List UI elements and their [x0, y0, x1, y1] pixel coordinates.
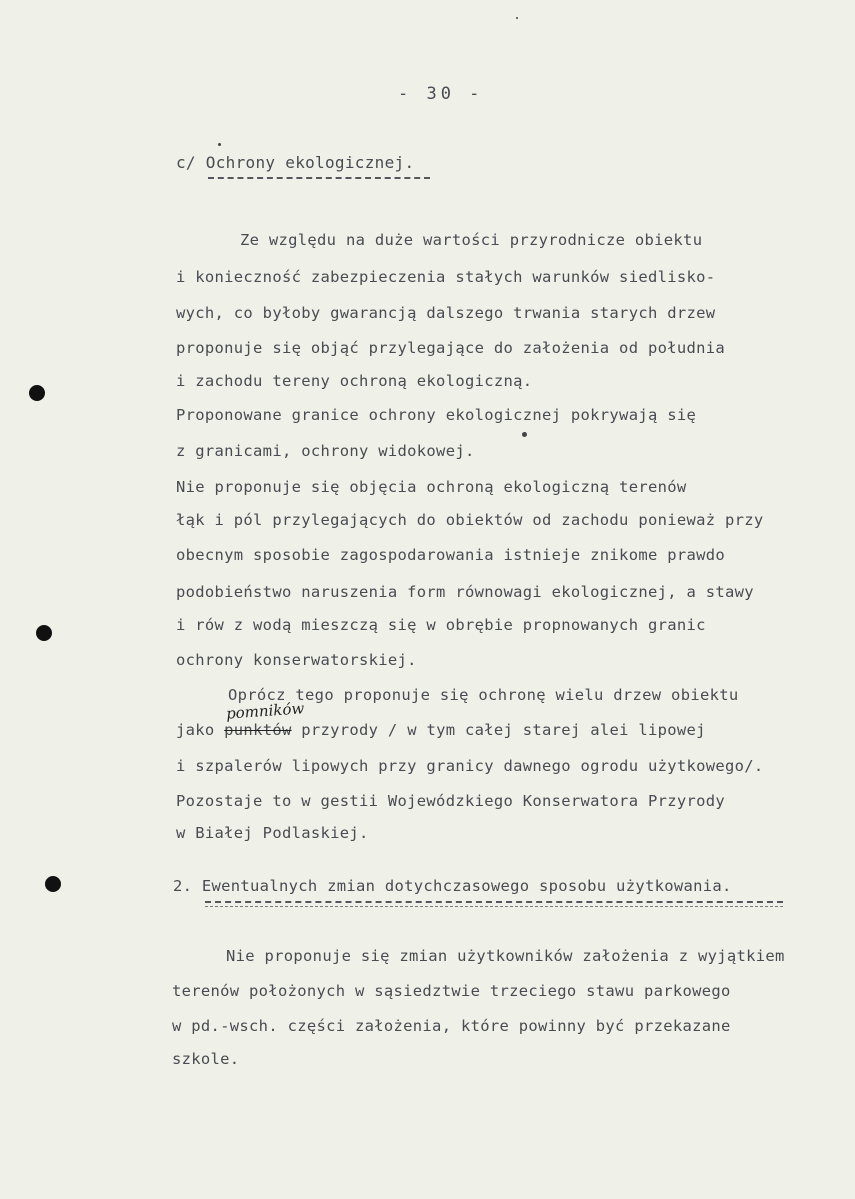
text-line: Proponowane granice ochrony ekologicznej pokrywają się	[176, 406, 697, 424]
text-fragment: przyrody / w tym całej starej alei lipowej	[301, 721, 706, 739]
struck-word: punktów	[224, 721, 292, 739]
text-line: terenów położonych w sąsiedztwie trzeciego stawu parkowego	[172, 982, 731, 1000]
text-line: obecnym sposobie zagospodarowania istnieje znikome prawdo	[176, 546, 726, 564]
speck	[218, 143, 221, 146]
text-line: proponuje się objąć przylegające do założenia od południa	[176, 339, 726, 357]
text-line: podobieństwo naruszenia form równowagi ekologicznej, a stawy	[176, 583, 754, 601]
text-line: z granicami, ochrony widokowej.	[176, 442, 475, 460]
text-line: Pozostaje to w gestii Wojewódzkiego Konserwatora Przyrody	[176, 792, 726, 810]
heading-underline	[205, 906, 783, 907]
text-fragment: jako	[176, 721, 215, 739]
text-line: Nie proponuje się objęcia ochroną ekologiczną terenów	[176, 478, 687, 496]
text-line: Ze względu na duże wartości przyrodnicze obiektu	[240, 231, 703, 249]
punch-hole	[45, 876, 61, 892]
text-line: w Białej Podlaskiej.	[176, 824, 369, 842]
text-line: Oprócz tego proponuje się ochronę wielu drzew obiektu	[228, 686, 739, 704]
page-number: - 30 -	[398, 84, 484, 104]
heading-underline	[205, 901, 783, 903]
heading-underline	[208, 177, 430, 179]
section-c-heading: c/ Ochrony ekologicznej.	[176, 153, 415, 172]
section-2-heading: 2. Ewentualnych zmian dotychczasowego sposobu użytkowania.	[173, 877, 732, 895]
text-line: i konieczność zabezpieczenia stałych warunków siedlisko-	[176, 268, 716, 286]
handwritten-insert: pomników	[225, 699, 305, 723]
text-line: łąk i pól przylegających do obiektów od zachodu ponieważ przy	[176, 511, 764, 529]
speck	[516, 17, 518, 19]
punch-hole	[36, 625, 52, 641]
text-line: Nie proponuje się zmian użytkowników założenia z wyjątkiem	[226, 947, 785, 965]
speck	[522, 432, 527, 437]
text-line: ochrony konserwatorskiej.	[176, 651, 417, 669]
text-line: szkole.	[172, 1050, 240, 1068]
text-line: wych, co byłoby gwarancją dalszego trwania starych drzew	[176, 304, 716, 322]
text-line: i rów z wodą mieszczą się w obrębie propnowanych granic	[176, 616, 706, 634]
text-line-with-correction	[176, 720, 706, 740]
text-line: w pd.-wsch. części założenia, które powinny być przekazane	[172, 1017, 731, 1035]
text-line: i zachodu tereny ochroną ekologiczną.	[176, 372, 533, 390]
punch-hole	[29, 385, 45, 401]
text-line: i szpalerów lipowych przy granicy dawnego ogrodu użytkowego/.	[176, 757, 764, 775]
